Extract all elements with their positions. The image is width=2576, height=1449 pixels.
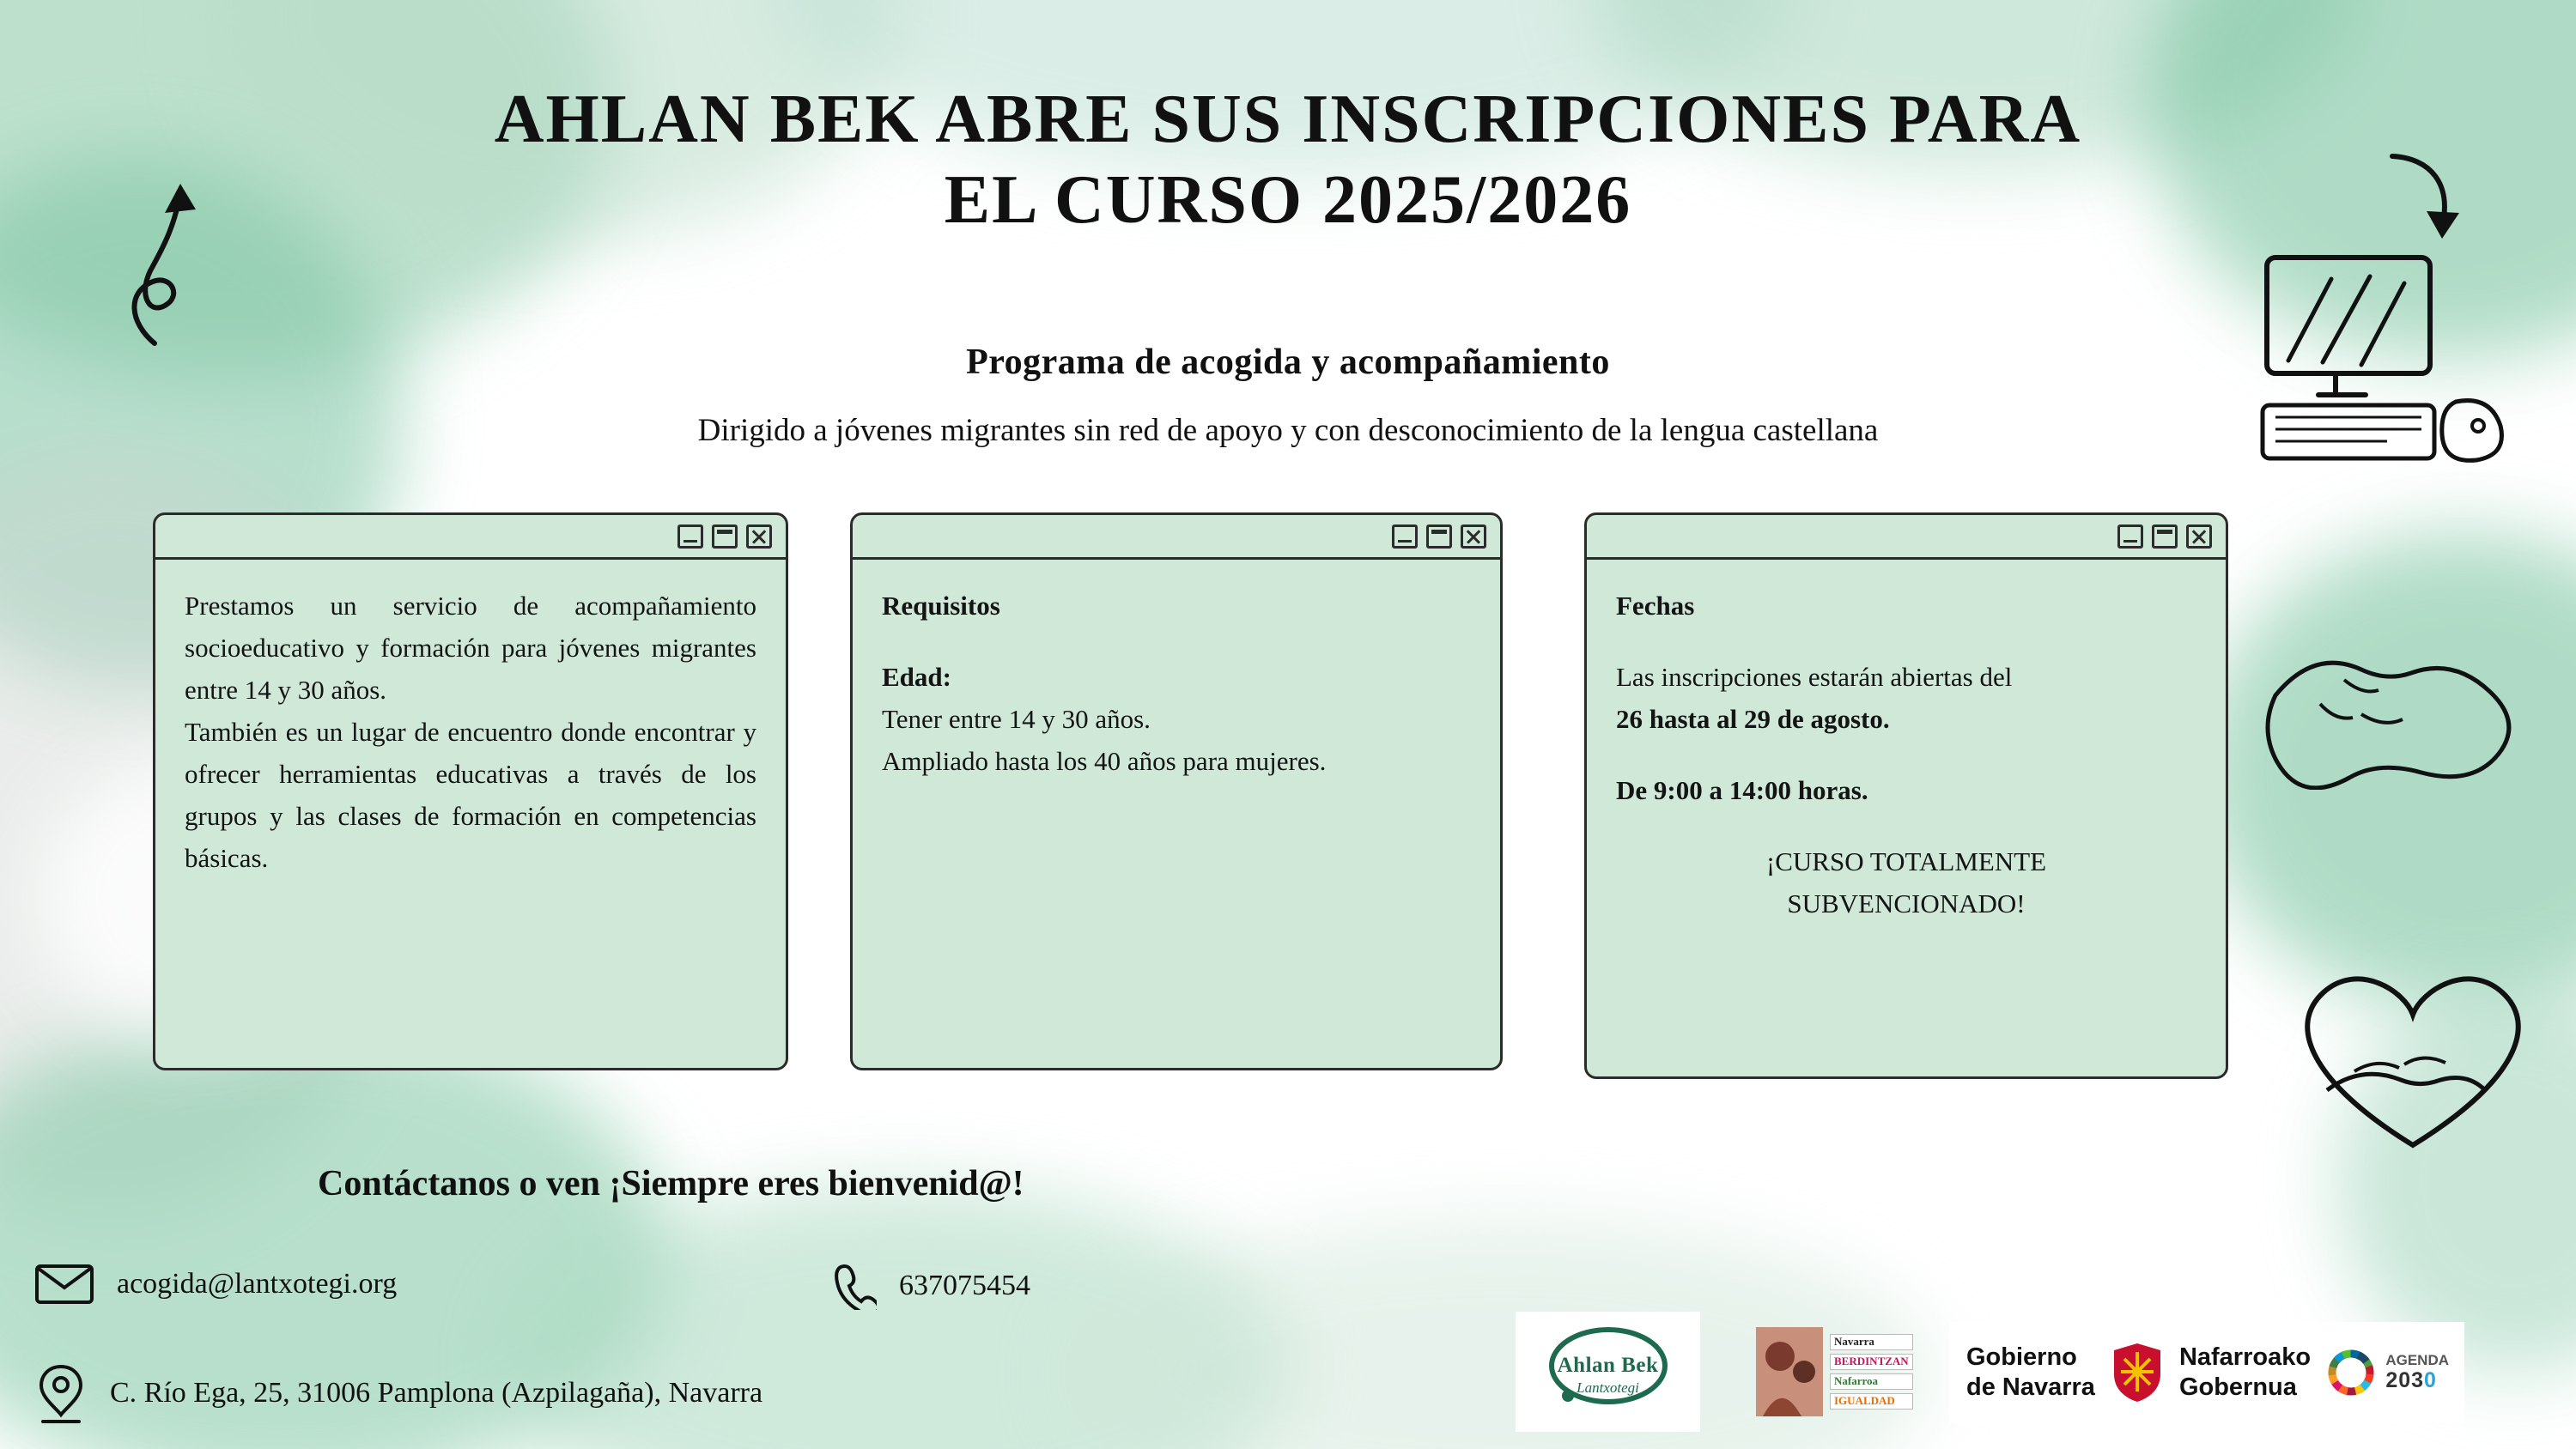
- lantxo-line-2: BERDINTZAN: [1830, 1354, 1913, 1370]
- window-titlebar: [853, 515, 1500, 560]
- logo-gobierno-navarra: [1949, 1322, 2464, 1423]
- lantxo-line-4: IGUALDAD: [1830, 1393, 1913, 1410]
- window-body: [155, 560, 786, 906]
- agenda-number: [2385, 1369, 2449, 1393]
- ahlan-sub: Lantxotegi: [1577, 1379, 1639, 1396]
- logo-agenda-2030: [2324, 1346, 2464, 1399]
- contact-address-row[interactable]: [34, 1361, 762, 1425]
- paragraph: Ampliado hasta los 40 años para mujeres.: [882, 745, 1327, 776]
- gob-line-4: Gobernua: [2178, 1373, 2297, 1401]
- minimize-button-icon[interactable]: [1392, 524, 1418, 549]
- close-button-icon[interactable]: [746, 524, 772, 549]
- gob-line-3: Nafarroako: [2178, 1343, 2312, 1372]
- subtitle: Programa de acogida y acompañamiento: [966, 343, 1610, 382]
- logo-berdintzan: [1756, 1320, 1923, 1423]
- gob-line-2: de Navarra: [1966, 1373, 2095, 1401]
- contact-email-text: acogida@lantxotegi.org: [117, 1268, 398, 1300]
- contact-phone-row[interactable]: [829, 1262, 1030, 1310]
- highlight-line-2: SUBVENCIONADO!: [1787, 888, 2026, 919]
- page-title: [0, 79, 2576, 241]
- subtitle-secondary: Dirigido a jóvenes migrantes sin red de apoyo y con desconocimiento de la lengua castellana: [697, 413, 1879, 448]
- highlight-line-1: ¡CURSO TOTALMENTE: [1765, 846, 2047, 876]
- gob-line-1: Gobierno: [1966, 1343, 2077, 1372]
- agenda-label: [2385, 1353, 2449, 1392]
- lantxotegi-faces-icon: [1756, 1327, 1823, 1416]
- agenda-num-b: 3: [2411, 1367, 2425, 1392]
- window-subheading: Edad:: [882, 661, 951, 692]
- dates-intro: Las inscripciones estarán abiertas del: [1616, 661, 2013, 692]
- agenda-num-a: 20: [2385, 1367, 2412, 1392]
- contact-phone-text: 637075454: [899, 1270, 1030, 1301]
- minimize-button-icon[interactable]: [2117, 524, 2143, 549]
- agenda-word: AGENDA: [2385, 1351, 2449, 1368]
- close-button-icon[interactable]: [1461, 524, 1486, 549]
- contact-address-text: C. Río Ega, 25, 31006 Pamplona (Azpilagaña), Navarra: [110, 1377, 763, 1409]
- window-fechas: [1584, 512, 2228, 1079]
- gob-text-eu: [2179, 1343, 2311, 1403]
- lantxo-line-3: Nafarroa: [1830, 1373, 1913, 1390]
- paragraph: Prestamos un servicio de acompañamiento socioeducativo y formación para jóvenes migrantes entre 14 y 30 años.: [185, 591, 756, 705]
- window-heading: Requisitos: [882, 591, 1000, 621]
- window-servicio: [153, 512, 788, 1070]
- title-line-1: AHLAN BEK ABRE SUS INSCRIPCIONES PARA: [494, 82, 2082, 157]
- title-line-2: EL CURSO 2025/2026: [944, 162, 1632, 239]
- ahlan-name: Ahlan Bek: [1557, 1353, 1659, 1377]
- logo-ahlan-bek: [1516, 1312, 1700, 1432]
- window-requisitos: [850, 512, 1503, 1070]
- minimize-button-icon[interactable]: [677, 524, 703, 549]
- window-titlebar: [155, 515, 786, 560]
- dates-hours: De 9:00 a 14:00 horas.: [1616, 774, 1868, 805]
- window-titlebar: [1587, 515, 2226, 560]
- maximize-button-icon[interactable]: [712, 524, 738, 549]
- phone-icon: [829, 1262, 877, 1310]
- maximize-button-icon[interactable]: [2152, 524, 2178, 549]
- contact-heading: Contáctanos o ven ¡Siempre eres bienvenid@!: [318, 1164, 1024, 1203]
- navarra-shield-icon: [2111, 1342, 2164, 1404]
- contact-email-row[interactable]: [34, 1262, 397, 1307]
- envelope-icon: [34, 1262, 94, 1307]
- lantxo-line-1: Navarra: [1830, 1334, 1913, 1350]
- agenda-num-c: 0: [2424, 1367, 2437, 1392]
- window-body: [1587, 560, 2226, 951]
- window-heading: Fechas: [1616, 591, 1695, 621]
- paragraph: Tener entre 14 y 30 años.: [882, 703, 1151, 734]
- window-body: [853, 560, 1500, 809]
- maximize-button-icon[interactable]: [1426, 524, 1452, 549]
- paragraph: También es un lugar de encuentro donde encontrar y ofrecer herramientas educativas a través de los grupos y las clases de formación en competencias básicas.: [185, 716, 756, 873]
- close-button-icon[interactable]: [2186, 524, 2212, 549]
- sdg-wheel-icon: [2324, 1346, 2378, 1399]
- gob-text-es: [1949, 1343, 2095, 1403]
- location-pin-icon: [34, 1361, 88, 1425]
- dates-range: 26 hasta al 29 de agosto.: [1616, 703, 1890, 734]
